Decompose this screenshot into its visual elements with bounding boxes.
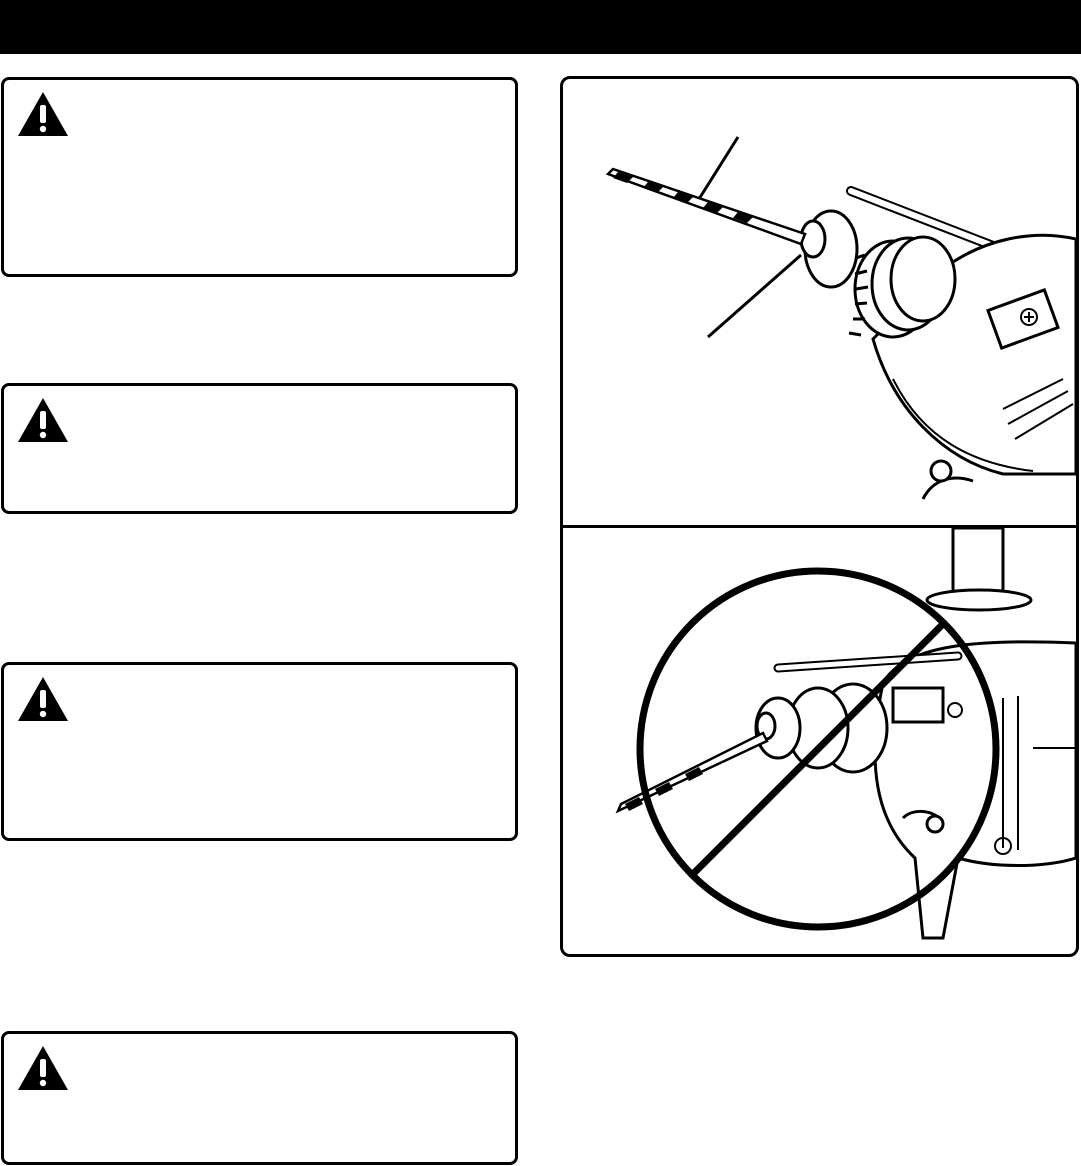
warning-triangle-icon xyxy=(16,675,70,723)
warning-triangle-icon xyxy=(16,90,70,138)
figure-frame xyxy=(560,76,1079,957)
drill-chuck-illustration xyxy=(563,79,1076,525)
warning-triangle-icon xyxy=(16,1044,70,1092)
prohibited-drill-illustration xyxy=(563,528,1076,954)
warning-box-4 xyxy=(1,1031,518,1165)
warning-box-2 xyxy=(1,383,518,514)
page-header-bar xyxy=(0,0,1081,54)
warning-box-3 xyxy=(1,662,518,841)
warning-triangle-icon xyxy=(16,396,70,444)
warning-box-1 xyxy=(1,77,518,277)
